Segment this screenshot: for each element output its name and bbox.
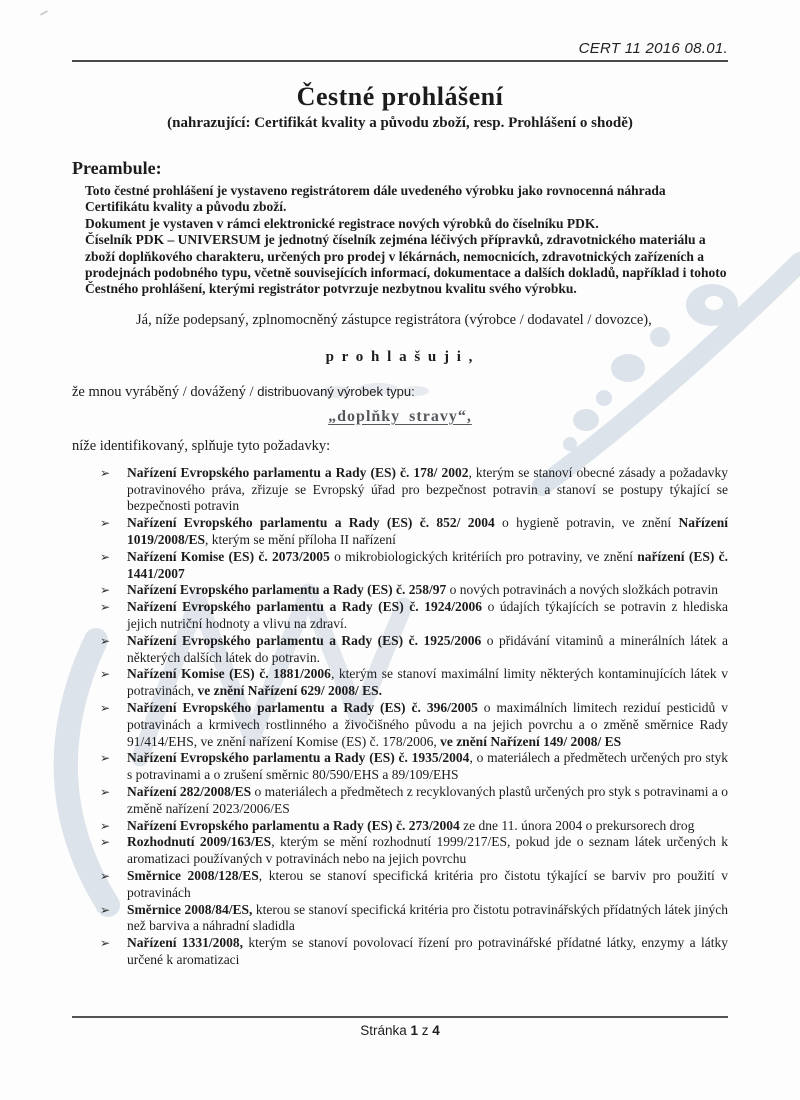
requirement-text: Směrnice 2008/128/ES, kterou se stanoví specifická kritéria pro čistotu týkající se barviv pro použití v potravinách bbox=[127, 867, 728, 900]
requirement-text: Směrnice 2008/84/ES, kterou se stanoví specifická kritéria pro čistotu potravinářských přídatných látek jiných než barviva a náhradní sladidla bbox=[127, 901, 728, 934]
arrow-bullet-icon: ➢ bbox=[100, 784, 111, 799]
requirement-item bbox=[72, 935, 728, 969]
requirement-text: Nařízení Evropského parlamentu a Rady (ES) č. 1925/2006 o přidávání vitaminů a minerálních látek a některých dalších látek do potravin. bbox=[127, 632, 728, 665]
requirement-item bbox=[72, 750, 728, 784]
arrow-bullet-icon: ➢ bbox=[100, 633, 111, 648]
requirement-text: Nařízení Evropského parlamentu a Rady (ES) č. 273/2004 ze dne 11. února 2004 o prekursorech drog bbox=[127, 817, 695, 833]
declaration-verb: p r o h l a š u j i , bbox=[325, 348, 475, 365]
arrow-bullet-icon: ➢ bbox=[100, 818, 111, 833]
document-ref-code: CERT 11 2016 08.01. bbox=[578, 40, 728, 57]
requirement-item bbox=[72, 868, 728, 902]
requirement-text: Nařízení Evropského parlamentu a Rady (ES) č. 852/ 2004 o hygieně potravin, ve znění Nařízení 1019/2008/ES, kterým se mění příloha II nařízení bbox=[127, 515, 729, 548]
preamble-paragraph: Dokument je vystaven v rámci elektronické registrace nových výrobků do číselníku PDK. bbox=[85, 215, 599, 231]
requirement-item bbox=[72, 599, 728, 633]
requirement-text: Nařízení Evropského parlamentu a Rady (ES) č. 396/2005 o maximálních limitech reziduí pesticidů v potravinách a krmivech rostlinného a živočišného původu a na jejich povrchu a o změně směrnice Rady 91/414/EHS, ve znění nařízení Komise (ES) č. 178/2006, ve znění Nařízení 149/ 2008/ ES bbox=[127, 700, 728, 749]
requirement-text: Nařízení Evropského parlamentu a Rady (ES) č. 1935/2004, o materiálech a předmětech určených pro styk s potravinami a o zrušení směrnic 80/590/EHS a 89/109/EHS bbox=[127, 750, 728, 783]
preamble-paragraph: Toto čestné prohlášení je vystaveno registrátorem dále uvedeného výrobku jako rovnocenná náhrada Certifikátu kvality a původu zboží. bbox=[85, 183, 666, 215]
arrow-bullet-icon: ➢ bbox=[100, 751, 111, 766]
requirement-text: Nařízení Komise (ES) č. 1881/2006, kterým se stanoví maximální limity některých kontaminujících látek v potravinách, ve znění Nařízení 629/ 2008/ ES. bbox=[127, 666, 728, 699]
arrow-bullet-icon: ➢ bbox=[100, 868, 111, 883]
product-type-value: „doplňky stravy“, bbox=[328, 407, 472, 425]
arrow-bullet-icon: ➢ bbox=[100, 549, 111, 564]
arrow-bullet-icon: ➢ bbox=[100, 936, 111, 951]
page-title: Čestné prohlášení bbox=[296, 82, 504, 111]
arrow-bullet-icon: ➢ bbox=[100, 600, 111, 615]
requirement-text: Nařízení Komise (ES) č. 2073/2005 o mikrobiologických kritériích pro potraviny, ve znění nařízení (ES) č. 1441/2007 bbox=[127, 548, 728, 581]
requirement-item bbox=[72, 784, 728, 818]
requirement-item bbox=[72, 818, 728, 835]
product-type-line bbox=[72, 384, 728, 401]
requirement-text: Nařízení Evropského parlamentu a Rady (ES) č. 178/ 2002, kterým se stanoví obecné zásady a požadavky potravinového práva, zřizuje se Evropský úřad pro bezpečnost potravin a stanoví se postupy týkající se bezpečnosti potravin bbox=[127, 464, 729, 514]
requirement-text: Nařízení 282/2008/ES o materiálech a předmětech z recyklovaných plastů určených pro styk s potravinami a o změně nařízení 2023/2006/ES bbox=[127, 783, 729, 816]
arrow-bullet-icon: ➢ bbox=[100, 701, 111, 715]
requirement-item bbox=[72, 633, 728, 667]
arrow-bullet-icon: ➢ bbox=[100, 465, 111, 480]
arrow-bullet-icon: ➢ bbox=[100, 583, 111, 598]
header-rule bbox=[72, 60, 728, 62]
preamble-body bbox=[85, 183, 728, 298]
product-line-serif: že mnou vyráběný / dovážený / bbox=[72, 383, 258, 400]
requirement-item bbox=[72, 515, 728, 549]
requirement-text: Nařízení Evropského parlamentu a Rady (ES) č. 1924/2006 o údajích týkajících se potravin z hlediska jejich nutriční hodnoty a vlivu na zdraví. bbox=[127, 599, 729, 632]
requirement-text: Nařízení Evropského parlamentu a Rady (ES) č. 258/97 o nových potravinách a nových složkách potravin bbox=[127, 582, 719, 598]
requirement-item bbox=[72, 666, 728, 700]
requirement-item bbox=[72, 902, 728, 936]
page-subtitle: (nahrazující: Certifikát kvality a původu zboží, resp. Prohlášení o shodě) bbox=[167, 115, 633, 131]
preamble-heading: Preambule: bbox=[72, 158, 162, 178]
page-footer: Stránka 1 z 4 bbox=[72, 1016, 728, 1038]
requirement-item bbox=[72, 834, 728, 868]
arrow-bullet-icon: ➢ bbox=[100, 667, 111, 682]
requirement-text: Nařízení 1331/2008, kterým se stanoví povolovací řízení pro potravinářské přídatné látky, enzymy a látky určené k aromatizaci bbox=[127, 935, 728, 967]
arrow-bullet-icon: ➢ bbox=[100, 516, 111, 531]
preamble-paragraph: Číselník PDK – UNIVERSUM je jednotný číselník zejména léčivých přípravků, zdravotnického materiálu a zboží doplňkového charakteru, určených pro prodej v lékárnách, nemocnicích, zdravotnických zařízeních a prodejnách podobného typu, včetně souvisejících informací, dokumentace a dalších dokladů, například i tohoto Čestného prohlášení, kterými registrátor potvrzuje nezbytnou kvalitu svého výrobku. bbox=[85, 232, 727, 297]
arrow-bullet-icon: ➢ bbox=[100, 902, 111, 917]
requirements-list bbox=[72, 465, 728, 969]
arrow-bullet-icon: ➢ bbox=[100, 835, 111, 850]
requirement-item bbox=[72, 700, 728, 750]
requirement-text: Rozhodnutí 2009/163/ES, kterým se mění rozhodnutí 1999/217/ES, pokud jde o seznam látek určených k aromatizaci používaných v potravinách nebo na jejich povrchu bbox=[127, 834, 728, 867]
product-line-sans: distribuovaný výrobek typu: bbox=[257, 383, 415, 399]
requirement-item bbox=[72, 582, 728, 599]
requirement-item bbox=[72, 465, 728, 515]
requirements-intro: níže identifikovaný, splňuje tyto požadavky: bbox=[72, 437, 331, 454]
declaration-intro: Já, níže podepsaný, zplnomocněný zástupce registrátora (výrobce / dodavatel / dovozce), bbox=[136, 311, 652, 328]
requirement-item bbox=[72, 549, 728, 583]
